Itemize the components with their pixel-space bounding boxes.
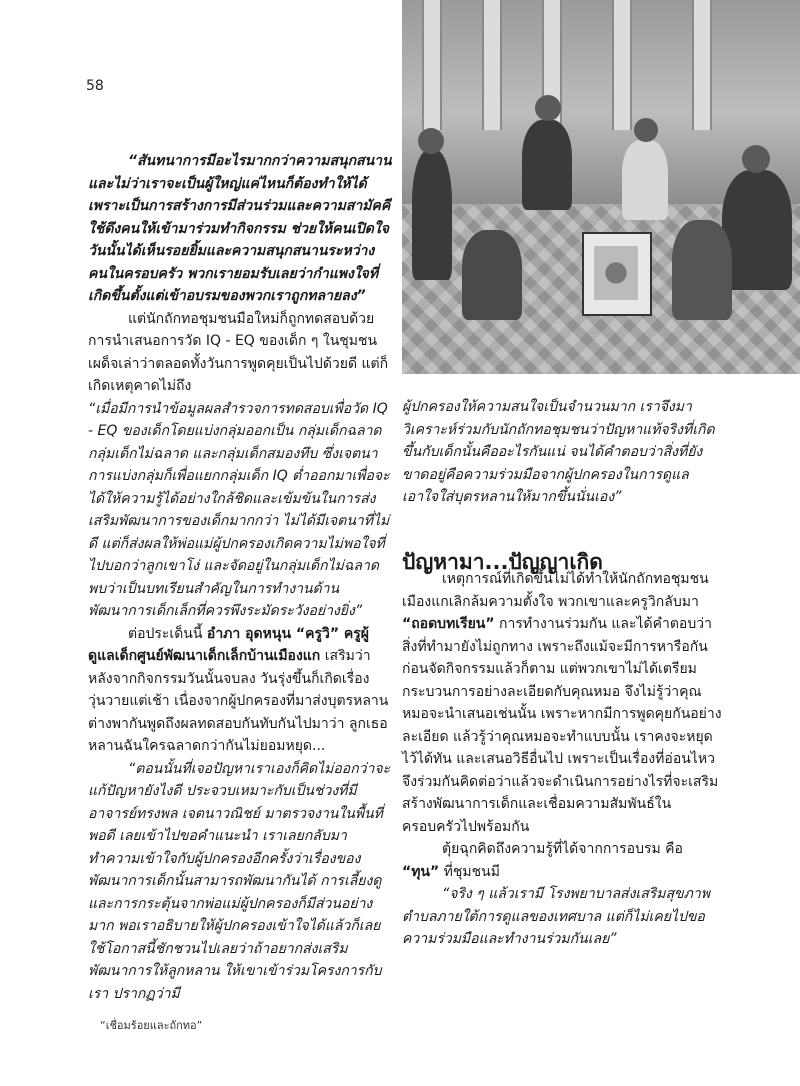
quote-iq-eq-test: “เมื่อมีการนำข้อมูลผลสำรวจการทดสอบเพื่อวัด IQ - EQ ของเด็กโดยแบ่งกลุ่มออกเป็น กลุ่มเด็กฉลาด กลุ่มเด็กไม่ฉลาด และกลุ่มเด็กสมองทึบ ซึ่งเจตนาการแบ่งกลุ่มก็เพื่อแยกกลุ่มเด็ก IQ ต่ำออกมาเพื่อจะได้ให้ความรู้ได้อย่างใกล้ชิดและเข้มข้นในการส่งเสริมพัฒนาการของเด็กมากกว่า ไม่ได้มีเจตนาที่ไม่ดี แต่ก็ส่งผลให้พ่อแม่ผู้ปกครองเกิดความไม่พอใจที่ไปบอกว่าลูกเขาโง่ และจัดอยู่ในกลุ่มเด็กไม่ฉลาด พบว่าเป็นบทเรียนสำคัญในการทำงานด้านพัฒนาการเด็กเล็กที่ควรพึงระมัดระวังอย่างยิ่ง” <box>88 400 390 619</box>
capital-term: “ทุน” <box>402 863 440 880</box>
para1-rest: การทำงานร่วมกัน และได้คำตอบว่าสิ่งที่ทำมายังไม่ถูกทาง เพราะถึงแม้จะมีการหารือกันก่อนจัดกิจกรรมแล้วก็ตาม แต่พวกเขาไม่ได้เตรียมกระบวนการอย่างละเอียดกับคุณหมอ จึงไม่รู้ว่าคุณหมอจะนำเสนอเช่นนั้น เพราะหากมีการพูดคุยกันอย่างละเอียด แล้วรู้ว่าคุณหมอจะทำแบบนั้น เราคงจะหยุดไว้ได้ทัน และเสนอวิธีอื่นไป เพราะเป็นเรื่องที่อ่อนไหว จึงร่วมกันคิดต่อว่าแล้วจะดำเนินการอย่างไรที่จะเสริมสร้างพัฒนาการเด็กและเชื่อมความสัมพันธ์ในครอบครัวไปพร้อมกัน <box>402 616 722 835</box>
quote-continuation: ผู้ปกครองให้ความสนใจเป็นจำนวนมาก เราจึงมาวิเคราะห์ร่วมกับนักถักทอชุมชนว่าปัญหาแท้จริงที่เกิดขึ้นกับเด็กนั้นคืออะไรกันแน่ จนได้คำตอบว่าสิ่งที่ยังขาดอยู่คือความร่วมมือจากผู้ปกครองในการดูแลเอาใจใส่บุตรหลานให้มากขึ้นนั่นเอง” <box>402 399 715 505</box>
right-column-body <box>402 568 722 951</box>
paragraph-community-capital <box>402 838 722 883</box>
para2-lead: ตุ้ยฉุกคิดถึงความรู้ที่ได้จากการอบรม คือ <box>442 841 683 857</box>
quote-parents-problem: “ตอนนั้นที่เจอปัญหาเราเองก็คิดไม่ออกว่าจะแก้ปัญหายังไงดี ประจวบเหมาะกับเป็นช่วงที่มีอาจารย์ทรงพล เจตนาวณิชย์ มาตรวจงานในพื้นที่พอดี เลยเข้าไปขอคำแนะนำ เราเลยกลับมาทำความเข้าใจกับผู้ปกครองอีกครั้งว่าเรื่องของพัฒนาการเด็กนั้นสามารถพัฒนากันได้ การเลี้ยงดูและการกระตุ้นจากพ่อแม่ผู้ปกครองก็มีส่วนอย่างมาก พอเราอธิบายให้ผู้ปกครองเข้าใจได้แล้วก็เลยใช้โอกาสนี้ชักชวนไปเลยว่าถ้าอยากส่งเสริมพัฒนาการให้ลูกหลาน ให้เขาเข้าร่วมโครงการกับเรา ปรากฏว่ามี <box>88 760 391 1002</box>
paragraph-lessons-learned <box>402 568 722 838</box>
section-heading: ปัญหามา...ปัญญาเกิด <box>402 550 603 574</box>
quote-hospital: “จริง ๆ แล้วเรามี โรงพยาบาลส่งเสริมสุขภาพตำบลภายใต้การดูแลของเทศบาล แต่ก็ไม่เคยไปขอความร่วมมือและทำงานร่วมกันเลย” <box>402 886 710 947</box>
page-number: 58 <box>86 78 104 94</box>
kru-wi-name: อำภา อุดหนุน “ครูวิ” ครูผู้ดูแลเด็กศูนย์พัฒนาเด็กเล็กบ้านเมืองแก <box>88 625 369 664</box>
para2-rest: เสริมว่า หลังจากกิจกรรมวันนั้นจบลง วันรุ่งขึ้นก็เกิดเรื่องวุ่นวายแต่เช้า เนื่องจากผู้ปกครองที่มาส่งบุตรหลานต่างพากันพูดถึงผลทดสอบกันทับกันไปมาว่า ลูกเธอหลานฉันใครฉลาดกว่ากันไม่ยอมหยุด... <box>88 648 389 754</box>
photo-community-gathering <box>402 0 800 374</box>
para2-lead: ต่อประเด็นนี้ <box>128 625 203 642</box>
left-column <box>88 150 392 1005</box>
para1-lead: เหตุการณ์ที่เกิดขึ้นไม่ได้ทำให้นักถักทอชุมชนเมืองแกเลิกล้มความตั้งใจ พวกเขาและครูวิกลับมา <box>402 571 709 610</box>
paragraph-kru-wi <box>88 623 392 758</box>
right-column-quote-continued <box>402 396 722 509</box>
paragraph-iq-eq-intro: แต่นักถักทอชุมชนมือใหม่ก็ถูกทดสอบด้วยการนำเสนอการวัด IQ - EQ ของเด็ก ๆ ในชุมชน เผด็จเล่าว่าตลอดทั้งวันการพูดคุยเป็นไปด้วยดี แต่ก็เกิดเหตุคาดไม่ถึง <box>88 310 389 394</box>
lessons-learned-term: “ถอดบทเรียน” <box>402 616 495 632</box>
opening-quote: “สันทนาการมีอะไรมากกว่าความสนุกสนาน และไม่ว่าเราจะเป็นผู้ใหญ่แค่ไหนก็ต้องทำให้ได้ เพราะเป็นการสร้างการมีส่วนร่วมและความสามัคคี ใช้ดึงคนให้เข้ามาร่วมทำกิจกรรม ช่วยให้คนเปิดใจ วันนั้นได้เห็นรอยยิ้มและความสนุกสนานระหว่างคนในครอบครัว พวกเรายอมรับเลยว่ากำแพงใจที่เกิดขึ้นตั้งแต่เข้าอบรมของพวกเราถูกทลายลง” <box>88 153 392 304</box>
footer-title: “เชื่อมร้อยและถักทอ” <box>100 1019 203 1032</box>
para2-rest: ที่ชุมชนมี <box>443 863 500 880</box>
